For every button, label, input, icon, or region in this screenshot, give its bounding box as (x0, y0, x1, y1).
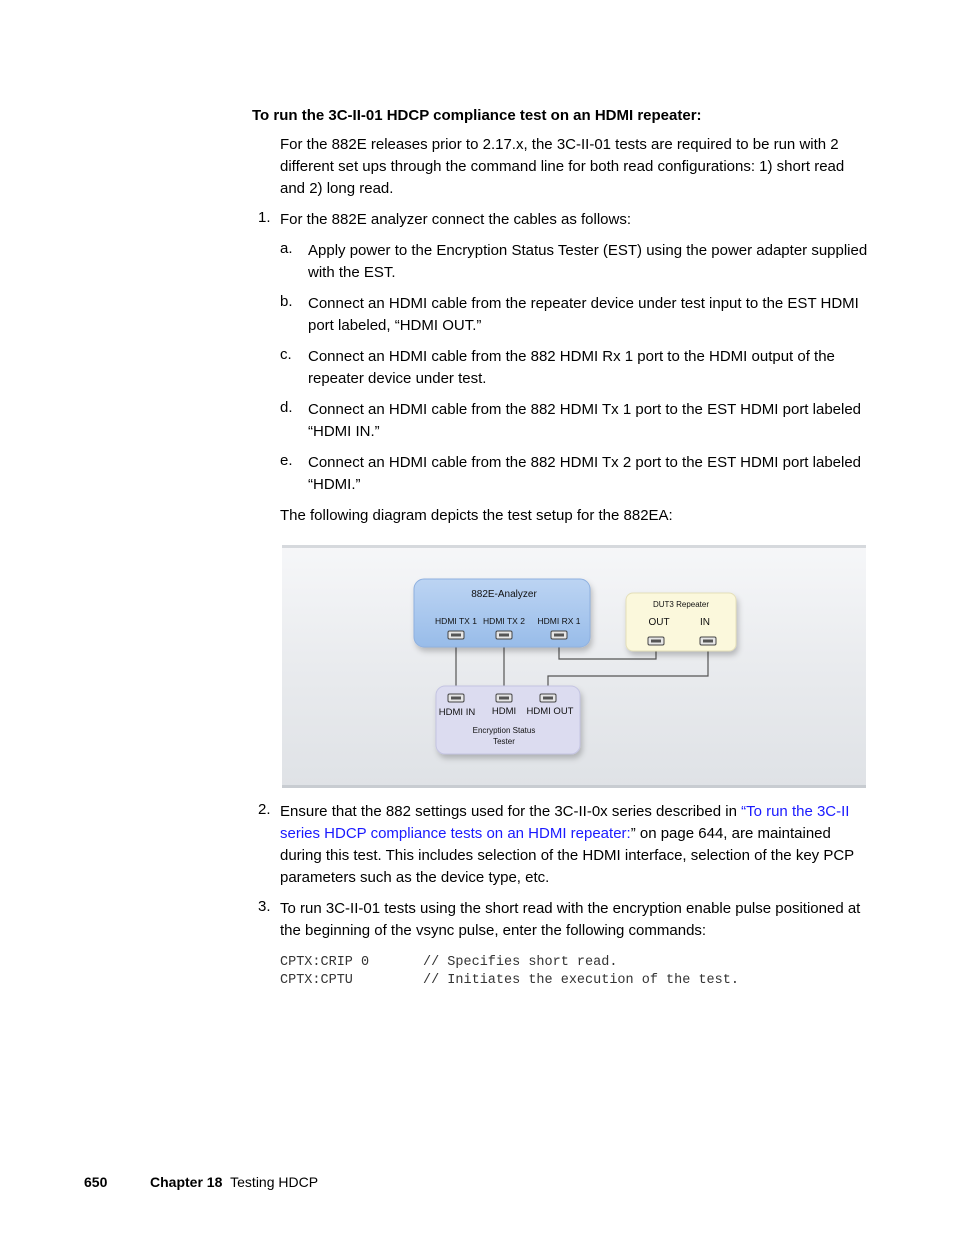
substep-text: Connect an HDMI cable from the repeater device under test input to the EST HDMI port labeled, “HDMI OUT.” (308, 295, 859, 334)
tester-port-label: HDMI OUT (526, 706, 574, 717)
footer-chapter (150, 1174, 318, 1190)
tester-port-label: HDMI (491, 706, 517, 717)
hdmi-port-icon (700, 637, 716, 645)
code-comment: // Initiates the execution of the test. (423, 973, 739, 988)
step-text: For the 882E analyzer connect the cables as follows: (280, 211, 632, 228)
repeater-port-label: OUT (648, 617, 670, 628)
step-number: 2. (258, 801, 271, 818)
analyzer-port-label: HDMI TX 1 (435, 616, 477, 626)
repeater-title: DUT3 Repeater (652, 600, 710, 609)
analyzer-port-label: HDMI TX 2 (483, 616, 525, 626)
hdmi-port-icon (448, 694, 464, 702)
page-number: 650 (84, 1174, 108, 1190)
substep-letter: a. (280, 240, 293, 257)
hdmi-port-icon (496, 694, 512, 702)
tester-port-label: HDMI IN (438, 707, 476, 718)
substep-text: Apply power to the Encryption Status Tester (EST) using the power adapter supplied with the EST. (308, 242, 868, 281)
code-command: CPTX:CRIP 0 (280, 955, 370, 970)
tester-title: Tester (493, 737, 515, 746)
test-setup-diagram (282, 545, 866, 788)
hdmi-port-icon (551, 631, 567, 639)
cross-reference-link[interactable]: “To run the 3C-II series HDCP compliance tests on an HDMI repeater: (280, 803, 850, 842)
substep-letter: c. (280, 346, 292, 363)
substep-text: Connect an HDMI cable from the 882 HDMI Tx 1 port to the EST HDMI port labeled “HDMI IN.” (308, 401, 862, 440)
hdmi-port-icon (448, 631, 464, 639)
analyzer-title: 882E-Analyzer (471, 589, 537, 600)
step-text: To run 3C-II-01 tests using the short read with the encryption enable pulse positioned at the beginning of the vsync pulse, enter the following commands: (280, 900, 861, 939)
diagram-caption: The following diagram depicts the test setup for the 882EA: (280, 507, 673, 524)
repeater-port-label: IN (700, 617, 710, 628)
code-comment: // Specifies short read. (423, 955, 618, 970)
hdmi-port-icon (540, 694, 556, 702)
hdmi-port-icon (648, 637, 664, 645)
step-text-post: ” on page 644, are maintained during this test. This includes selection of the HDMI interface, selection of the key PCP parameters such as the device type, etc. (280, 825, 854, 886)
substep-letter: b. (280, 293, 293, 310)
step-text-pre: Ensure that the 882 settings used for the 3C-II-0x series described in (280, 803, 742, 820)
substep-letter: e. (280, 452, 293, 469)
substep-text: Connect an HDMI cable from the 882 HDMI Rx 1 port to the HDMI output of the repeater device under test. (308, 348, 835, 387)
section-heading: To run the 3C-II-01 HDCP compliance test on an HDMI repeater: (252, 107, 702, 124)
footer-chapter-title: Testing HDCP (230, 1174, 319, 1190)
analyzer-port-label: HDMI RX 1 (537, 616, 581, 626)
step-number: 3. (258, 898, 271, 915)
substep-letter: d. (280, 399, 293, 416)
step-number: 1. (258, 209, 271, 226)
intro-paragraph: For the 882E releases prior to 2.17.x, the 3C-II-01 tests are required to be run with 2 different set ups through the command line for both read configurations: 1) short read and 2) long read. (280, 136, 845, 197)
substep-text: Connect an HDMI cable from the 882 HDMI Tx 2 port to the EST HDMI port labeled “HDMI.” (308, 454, 862, 493)
step-text (280, 801, 870, 889)
code-command: CPTX:CPTU (280, 973, 353, 988)
tester-title: Encryption Status (472, 726, 536, 735)
footer-chapter-number: Chapter 18 (150, 1174, 223, 1190)
hdmi-port-icon (496, 631, 512, 639)
